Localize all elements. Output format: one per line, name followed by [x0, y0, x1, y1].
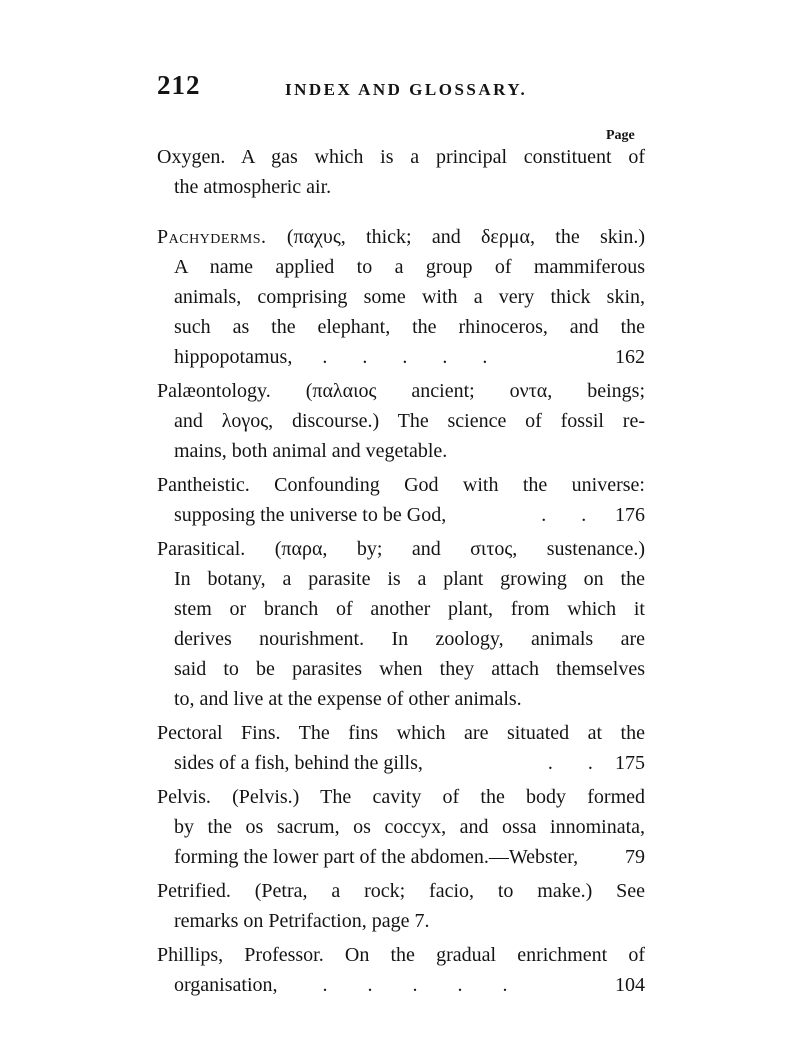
entry-line-with-page [157, 748, 645, 778]
entry-line-with-page [157, 342, 645, 372]
running-title: INDEX AND GLOSSARY. [285, 80, 528, 99]
entry-line: Palæontology. (παλαιος ancient; οντα, beings; [157, 380, 645, 402]
entry-line: Oxygen. A gas which is a principal constituent of [157, 146, 645, 168]
page-number: 212 [157, 70, 201, 100]
entry-line: organisation, [174, 974, 278, 996]
entry-line: the atmospheric air. [174, 176, 332, 198]
entry-page-ref: 79 [625, 846, 645, 868]
entry-phillips [157, 940, 645, 1000]
page-column-heading: Page [606, 128, 635, 143]
entry-page-ref: 175 [615, 752, 645, 774]
leader-dots: . . [427, 752, 593, 774]
entry-petrified [157, 876, 645, 936]
entry-parasitical [157, 534, 645, 714]
entry-pelvis [157, 782, 645, 872]
entry-line-with-page [157, 842, 645, 872]
entry-line: Pectoral Fins. The fins which are situated at the [157, 722, 645, 744]
entry-line: to, and live at the expense of other animals. [174, 688, 522, 710]
entry-line: forming the lower part of the abdomen.—Webster, [174, 846, 579, 868]
glossary-entries [157, 142, 645, 1004]
entry-line: animals, comprising some with a very thick skin, [174, 286, 645, 308]
entry-page-ref: 162 [615, 346, 645, 368]
entry-line: supposing the universe to be God, [174, 504, 447, 526]
entry-line-with-page [157, 500, 645, 530]
entry-line-rest: (παχυς, thick; and δερμα, the skin.) [286, 226, 645, 248]
entry-palaeontology [157, 376, 645, 466]
entry-line: said to be parasites when they attach themselves [174, 658, 645, 680]
entry-page-ref: 176 [615, 504, 645, 526]
entry-pectoral-fins [157, 718, 645, 778]
entry-line: hippopotamus, [174, 346, 293, 368]
leader-dots: . . [451, 504, 587, 526]
entry-line: Pelvis. (Pelvis.) The cavity of the body formed [157, 786, 645, 808]
page-header [157, 70, 637, 110]
entry-line: Pantheistic. Confounding God with the universe: [157, 474, 645, 496]
entry-line: Phillips, Professor. On the gradual enrichment of [157, 944, 645, 966]
leader-dots: . . . . . [297, 346, 488, 368]
entry-line: A name applied to a group of mammiferous [174, 256, 645, 278]
entry-pachyderms [157, 222, 645, 372]
entry-page-ref: 104 [615, 974, 645, 996]
headword: Pachyderms. [157, 226, 267, 248]
entry-oxygen [157, 142, 645, 202]
entry-line: Parasitical. (παρα, by; and σιτος, sustenance.) [157, 538, 645, 560]
entry-line: sides of a fish, behind the gills, [174, 752, 423, 774]
entry-line: derives nourishment. In zoology, animals are [174, 628, 645, 650]
entry-line: Petrified. (Petra, a rock; facio, to make.) See [157, 880, 645, 902]
entry-line: mains, both animal and vegetable. [174, 440, 448, 462]
entry-line [157, 222, 645, 252]
entry-pantheistic [157, 470, 645, 530]
leader-dots: . . . . . [282, 974, 508, 996]
entry-line: such as the elephant, the rhinoceros, and the [174, 316, 645, 338]
entry-line: stem or branch of another plant, from which it [174, 598, 645, 620]
entry-line-with-page [157, 970, 645, 1000]
entry-line: In botany, a parasite is a plant growing on the [174, 568, 645, 590]
entry-line: and λογος, discourse.) The science of fossil re- [174, 410, 645, 432]
entry-line: remarks on Petrifaction, page 7. [174, 910, 430, 932]
entry-line: by the os sacrum, os coccyx, and ossa innominata, [174, 816, 645, 838]
